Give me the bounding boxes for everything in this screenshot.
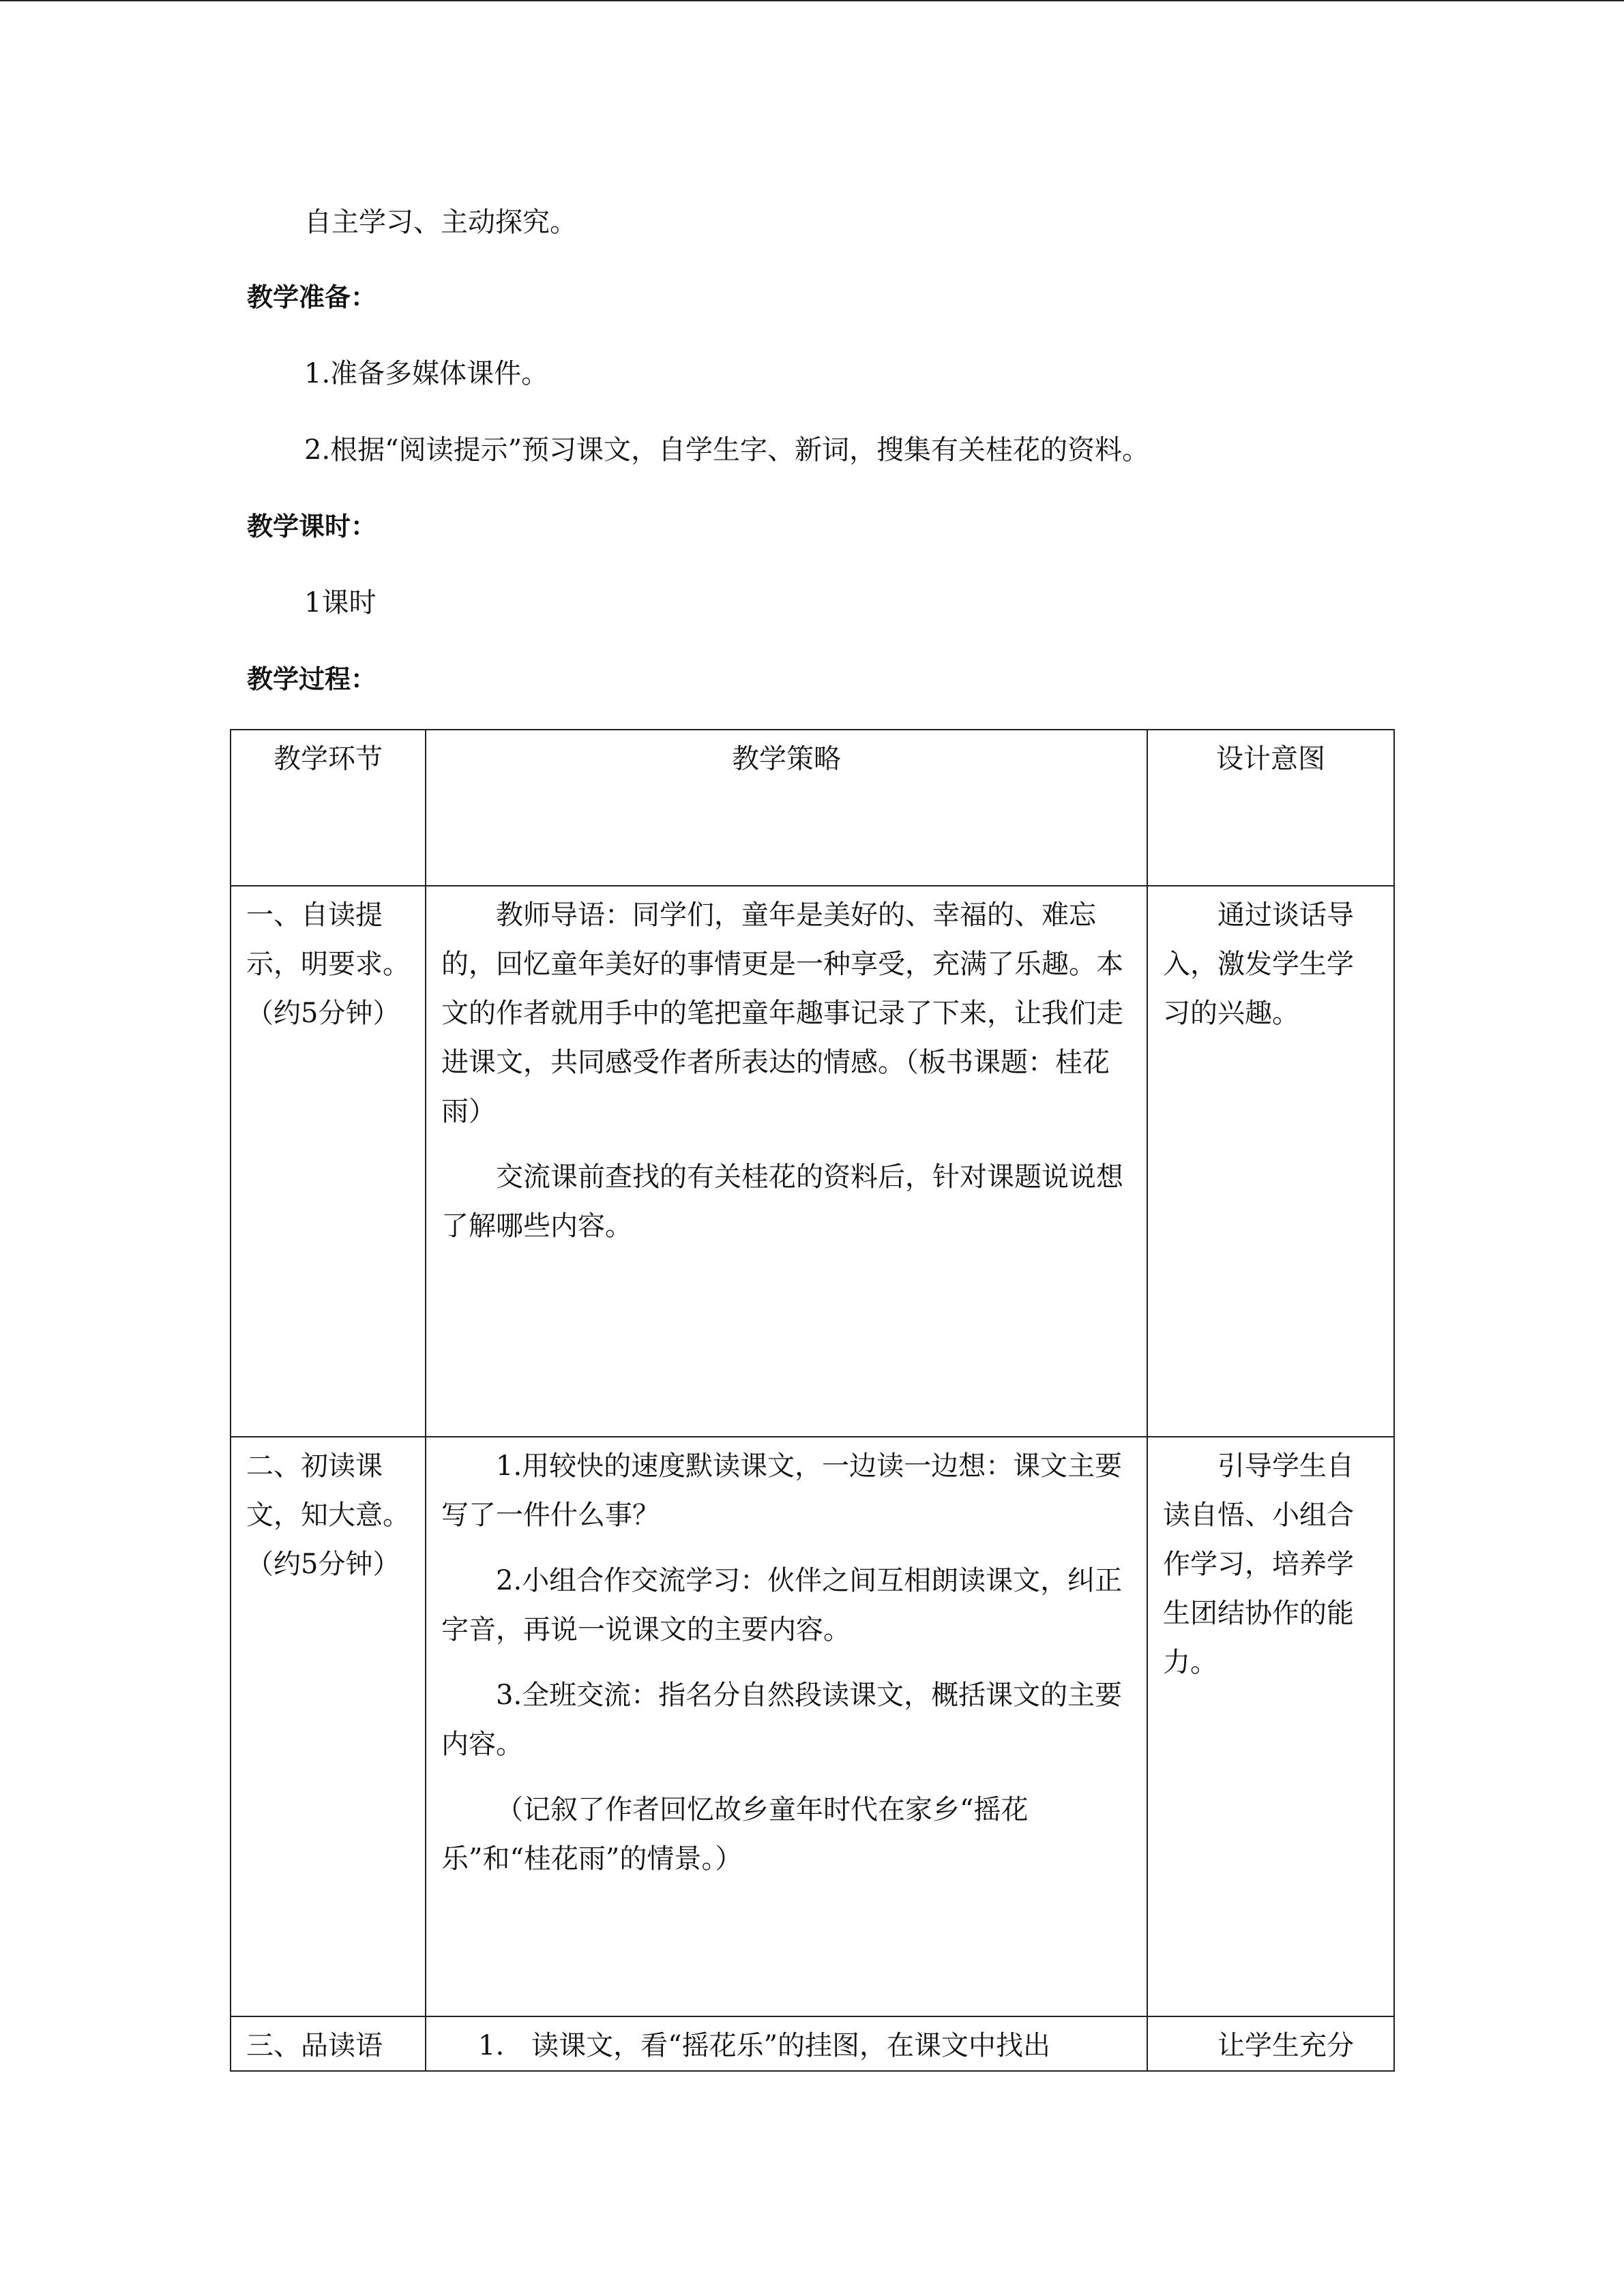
strategy-paragraph: 交流课前查找的有关桂花的资料后，针对课题说说想了解哪些内容。 [441,1161,1123,1242]
intent-cell [1147,886,1394,1437]
strategy-paragraph: 1.用较快的速度默读课文，一边读一边想：课文主要写了一件什么事？ [441,1450,1123,1531]
table-row [231,886,1394,1437]
intent-cell [1147,1437,1394,2016]
stage-text: 三、品读语 [246,2030,383,2061]
stage-text: 一、自读提示，明要求。（约5分钟） [246,899,410,1029]
prep-item-1: 1.准备多媒体课件。 [304,358,549,389]
strategy-paragraph: 教师导语：同学们，童年是美好的、幸福的、难忘的，回忆童年美好的事情更是一种享受，充满了乐趣。本文的作者就用手中的笔把童年趣事记录了下来，让我们走进课文，共同感受作者所表达的情感。（板书课题：桂花雨） [441,899,1123,1127]
intent-text: 通过谈话导入，激发学生学习的兴趣。 [1163,899,1354,1029]
intro-line: 自主学习、主动探究。 [304,207,577,238]
stage-cell [231,1437,426,2016]
header-intent: 设计意图 [1147,730,1394,886]
strategy-cell [426,886,1147,1437]
hours-value: 1课时 [304,587,377,618]
table-row [231,2016,1394,2071]
stage-text: 二、初读课文，知大意。（约5分钟） [246,1450,410,1580]
intent-cell [1147,2016,1394,2071]
strategy-paragraph: （记叙了作者回忆故乡童年时代在家乡“摇花乐”和“桂花雨”的情景。） [441,1794,1029,1875]
strategy-cell [426,1437,1147,2016]
prep-heading: 教学准备： [247,282,377,312]
intent-text: 让学生充分 [1217,2030,1354,2061]
intent-text: 引导学生自读自悟、小组合作学习，培养学生团结协作的能力。 [1163,1450,1354,1678]
process-heading: 教学过程： [247,664,377,694]
strategy-paragraph: 2.小组合作交流学习：伙伴之间互相朗读课文，纠正字音，再说一说课文的主要内容。 [441,1565,1123,1645]
table-header-row [231,730,1394,886]
table-row [231,1437,1394,2016]
lesson-process-table [230,729,1395,2072]
header-strategy: 教学策略 [426,730,1147,886]
header-stage: 教学环节 [231,730,426,886]
stage-cell [231,2016,426,2071]
strategy-cell [426,2016,1147,2071]
stage-cell [231,886,426,1437]
strategy-paragraph: 1. 读课文，看“摇花乐”的挂图，在课文中找出 [478,2030,1051,2061]
strategy-paragraph: 3.全班交流：指名分自然段读课文，概括课文的主要内容。 [441,1680,1123,1760]
hours-heading: 教学课时： [247,511,377,541]
prep-item-2: 2.根据“阅读提示”预习课文，自学生字、新词，搜集有关桂花的资料。 [304,434,1150,466]
page-top-border [0,0,1624,1]
